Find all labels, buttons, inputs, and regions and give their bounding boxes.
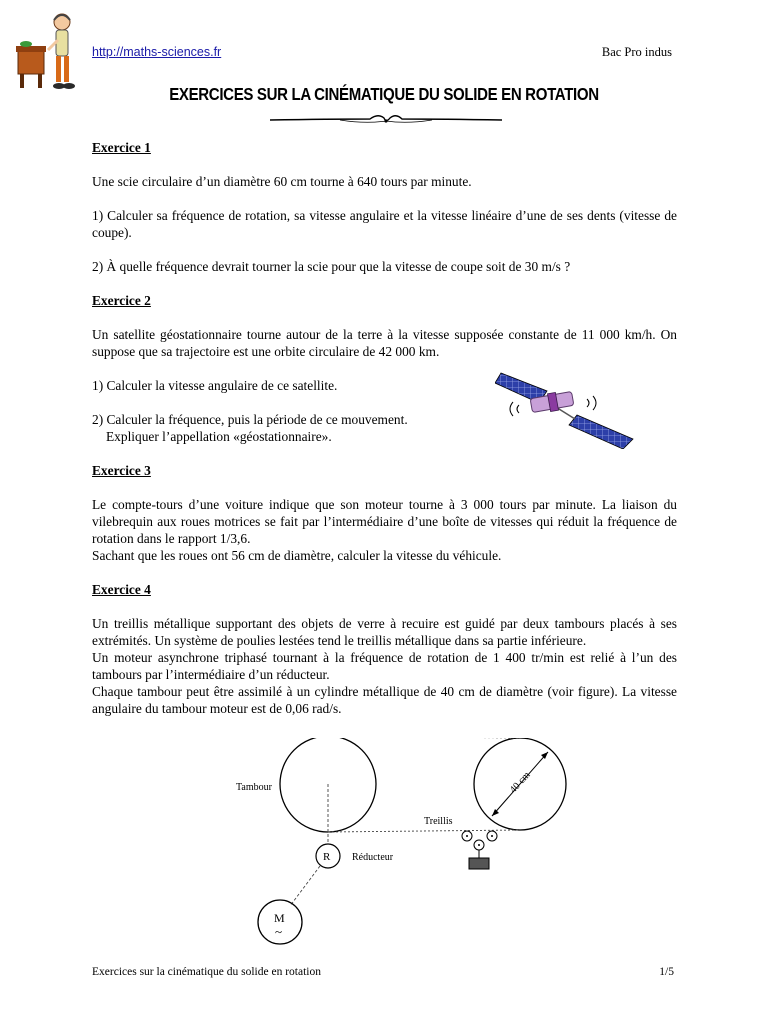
exercise-4-title: Exercice 4 [92,582,151,597]
exercise-4-paragraph-3: Chaque tambour peut être assimilé à un cylindre métallique de 40 cm de diamètre (voir figure). La vitesse angulaire du tambour moteur est de 0,06 rad/s. [92,684,677,716]
conveyor-figure [230,738,580,956]
page-title: EXERCICES SUR LA CINÉMATIQUE DU SOLIDE EN ROTATION [169,84,599,104]
exercise-2-question-2b: Expliquer l’appellation «géostationnaire». [106,429,332,444]
footer-title: Exercices sur la cinématique du solide en rotation [92,966,321,978]
exercise-4-paragraph-1: Un treillis métallique supportant des objets de verre à recuire est guidé par deux tambours placés à ses extrémités. Un système de poulies lestées tend le treillis métallique dans sa partie inférieure. [92,616,677,648]
title-flourish-icon [270,110,502,128]
exercise-3-title: Exercice 3 [92,463,151,478]
exercise-1-question-2: 2) À quelle fréquence devrait tourner la scie pour que la vitesse de coupe soit de 30 m/s ? [92,259,571,274]
exercise-2-intro: Un satellite géostationnaire tourne autour de la terre à la vitesse supposée constante de 11 000 km/h. On suppose que sa trajectoire est une orbite circulaire de 42 000 km. [92,327,677,359]
exercise-2-question-1: 1) Calculer la vitesse angulaire de ce satellite. [92,378,338,393]
header-site-link[interactable]: http://maths-sciences.fr [92,45,222,59]
exercise-2-question-2a: 2) Calculer la fréquence, puis la période de ce mouvement. [92,412,408,427]
footer-page-number: 1/5 [659,966,674,978]
reducteur-label: Réducteur [352,852,394,863]
treillis-label: Treillis [424,816,453,827]
diameter-label: 40 cm [507,769,533,796]
exercise-2-title: Exercice 2 [92,293,151,308]
header-level: Bac Pro indus [601,45,672,59]
exercise-3-question: Sachant que les roues ont 56 cm de diamètre, calculer la vitesse du véhicule. [92,548,502,563]
reducer-letter: R [323,851,331,863]
tambour-label: Tambour [236,782,272,793]
motor-letter: M [274,911,285,925]
exercise-4-paragraph-2: Un moteur asynchrone triphasé tournant à la fréquence de rotation de 1 400 tr/min est relié à l’un des tambours par l’intermédiaire d’un réducteur. [92,650,677,682]
exercise-1-question-1: 1) Calculer sa fréquence de rotation, sa vitesse angulaire et la vitesse linéaire d’une de ses dents (vitesse de coupe). [92,208,677,240]
tension-weight [469,858,489,869]
satellite-icon [495,369,637,449]
exercise-1-title: Exercice 1 [92,140,151,155]
exercise-3-intro: Le compte-tours d’une voiture indique que son moteur tourne à 3 000 tours par minute. La liaison du vilebrequin aux roues motrices se fait par l’intermédiaire d’une boîte de vitesses qui réduit la fréquence de rotation dans le rapport 1/3,6. [92,497,677,546]
motor-ac-symbol: ~ [275,924,283,939]
exercise-1-intro: Une scie circulaire d’un diamètre 60 cm tourne à 640 tours par minute. [92,174,472,189]
